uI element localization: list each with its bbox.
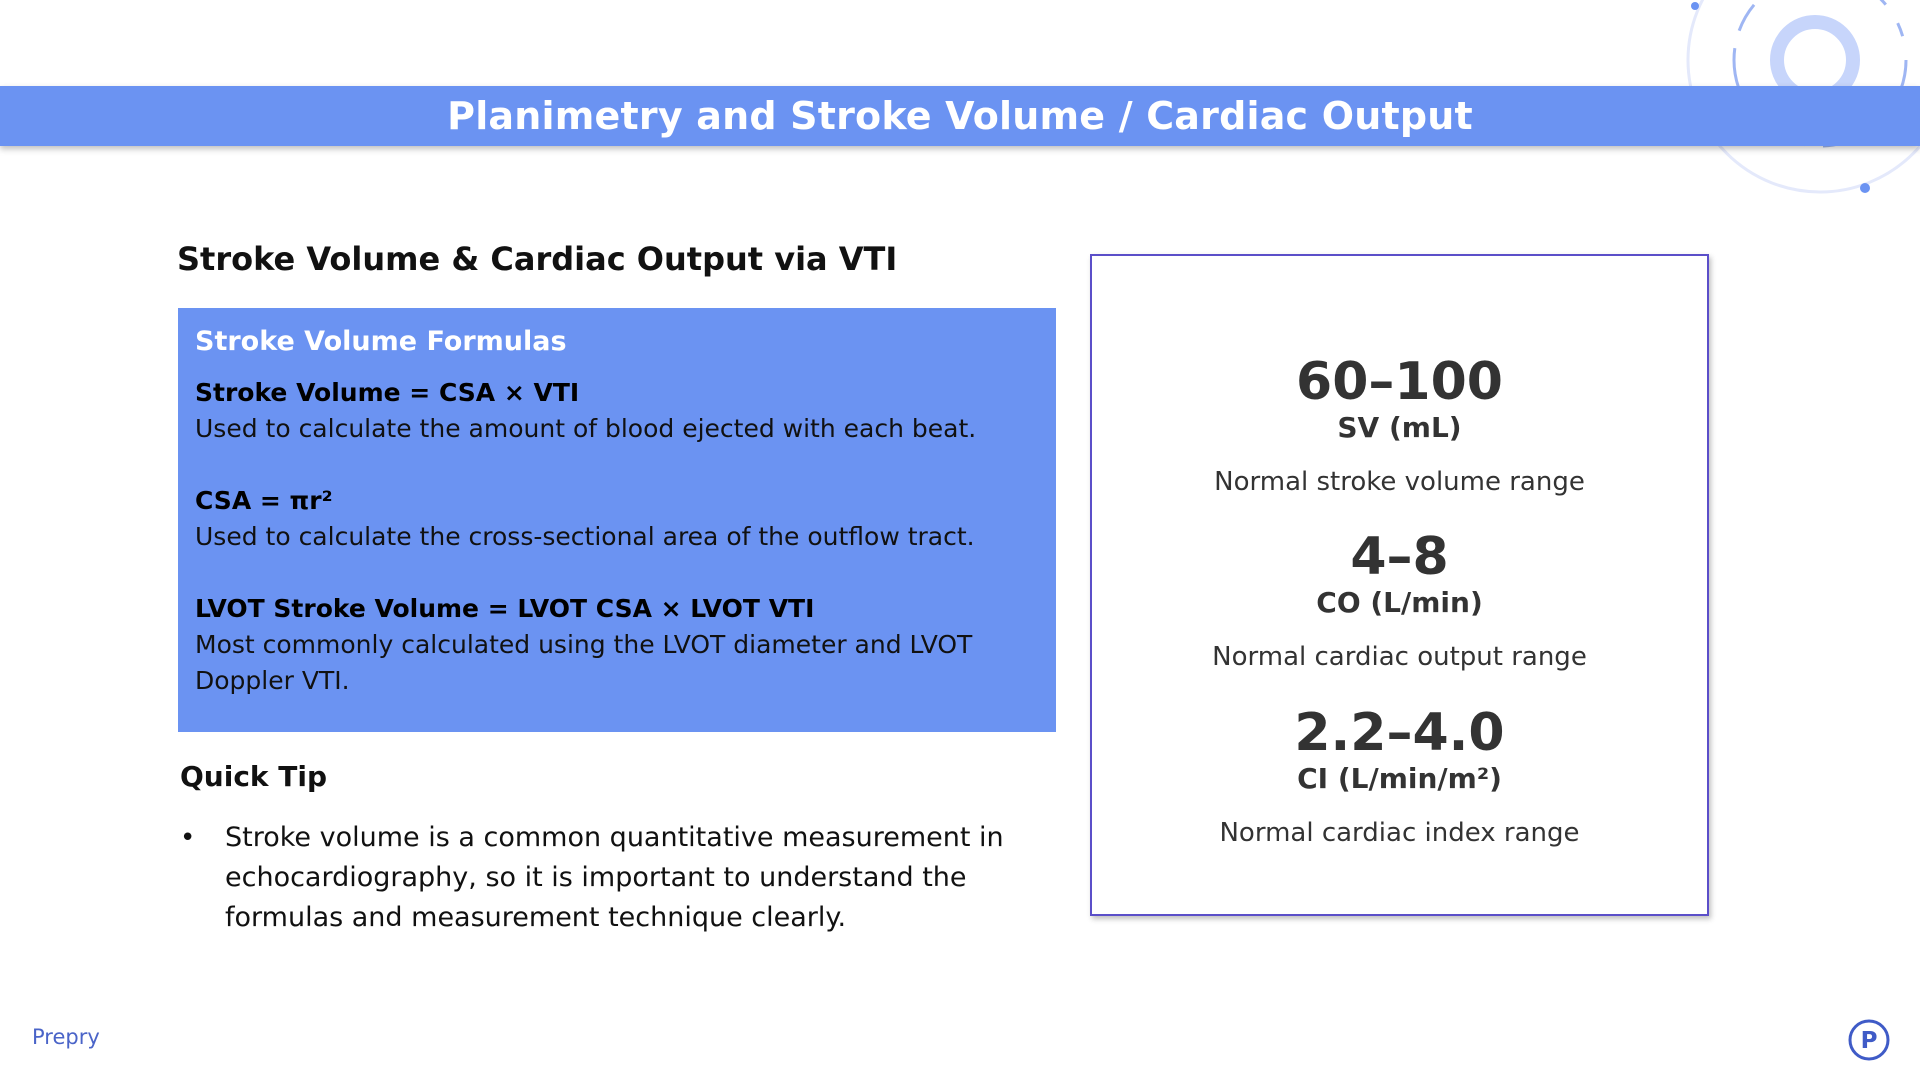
formula-description: Most commonly calculated using the LVOT diameter and LVOT Doppler VTI. <box>195 630 973 695</box>
formula-name: LVOT Stroke Volume = LVOT CSA × LVOT VTI <box>195 594 815 623</box>
stat-unit: SV (mL) <box>1337 411 1462 444</box>
formula-box-title: Stroke Volume Formulas <box>195 326 567 357</box>
stat-stroke-volume <box>1092 353 1707 499</box>
formula-item <box>195 591 1039 699</box>
quick-tip-heading: Quick Tip <box>180 760 328 793</box>
stat-cardiac-output <box>1092 528 1707 674</box>
tip-text: Stroke volume is a common quantitative measurement in echocardiography, so it is important to understand the formulas and measurement technique clearly. <box>225 822 1004 933</box>
slide-title: Planimetry and Stroke Volume / Cardiac Output <box>447 94 1473 138</box>
stat-caption: Normal cardiac output range <box>1212 642 1587 672</box>
tip-list <box>180 818 1060 938</box>
formula-name: CSA = πr² <box>195 486 333 515</box>
footer-brand: Prepry <box>32 1025 100 1049</box>
formula-item <box>195 483 1039 555</box>
stat-unit: CI (L/min/m²) <box>1297 762 1502 795</box>
stat-caption: Normal stroke volume range <box>1214 467 1585 497</box>
stat-value: 4–8 <box>1350 527 1449 587</box>
stats-card <box>1090 254 1709 916</box>
section-heading: Stroke Volume & Cardiac Output via VTI <box>177 240 898 278</box>
formula-description: Used to calculate the cross-sectional area of the outflow tract. <box>195 522 975 551</box>
stat-value: 60–100 <box>1296 352 1503 412</box>
bullet-icon: • <box>180 823 196 853</box>
stat-value: 2.2–4.0 <box>1294 703 1505 763</box>
stat-cardiac-index <box>1092 704 1707 850</box>
logo-letter: P <box>1860 1028 1878 1054</box>
prepry-logo-icon <box>1848 1019 1890 1061</box>
title-bar <box>0 86 1920 146</box>
stat-caption: Normal cardiac index range <box>1219 818 1580 848</box>
formula-name: Stroke Volume = CSA × VTI <box>195 378 580 407</box>
formula-box <box>178 308 1056 732</box>
formula-description: Used to calculate the amount of blood ejected with each beat. <box>195 414 977 443</box>
stat-unit: CO (L/min) <box>1316 586 1483 619</box>
formula-item <box>195 375 1039 447</box>
